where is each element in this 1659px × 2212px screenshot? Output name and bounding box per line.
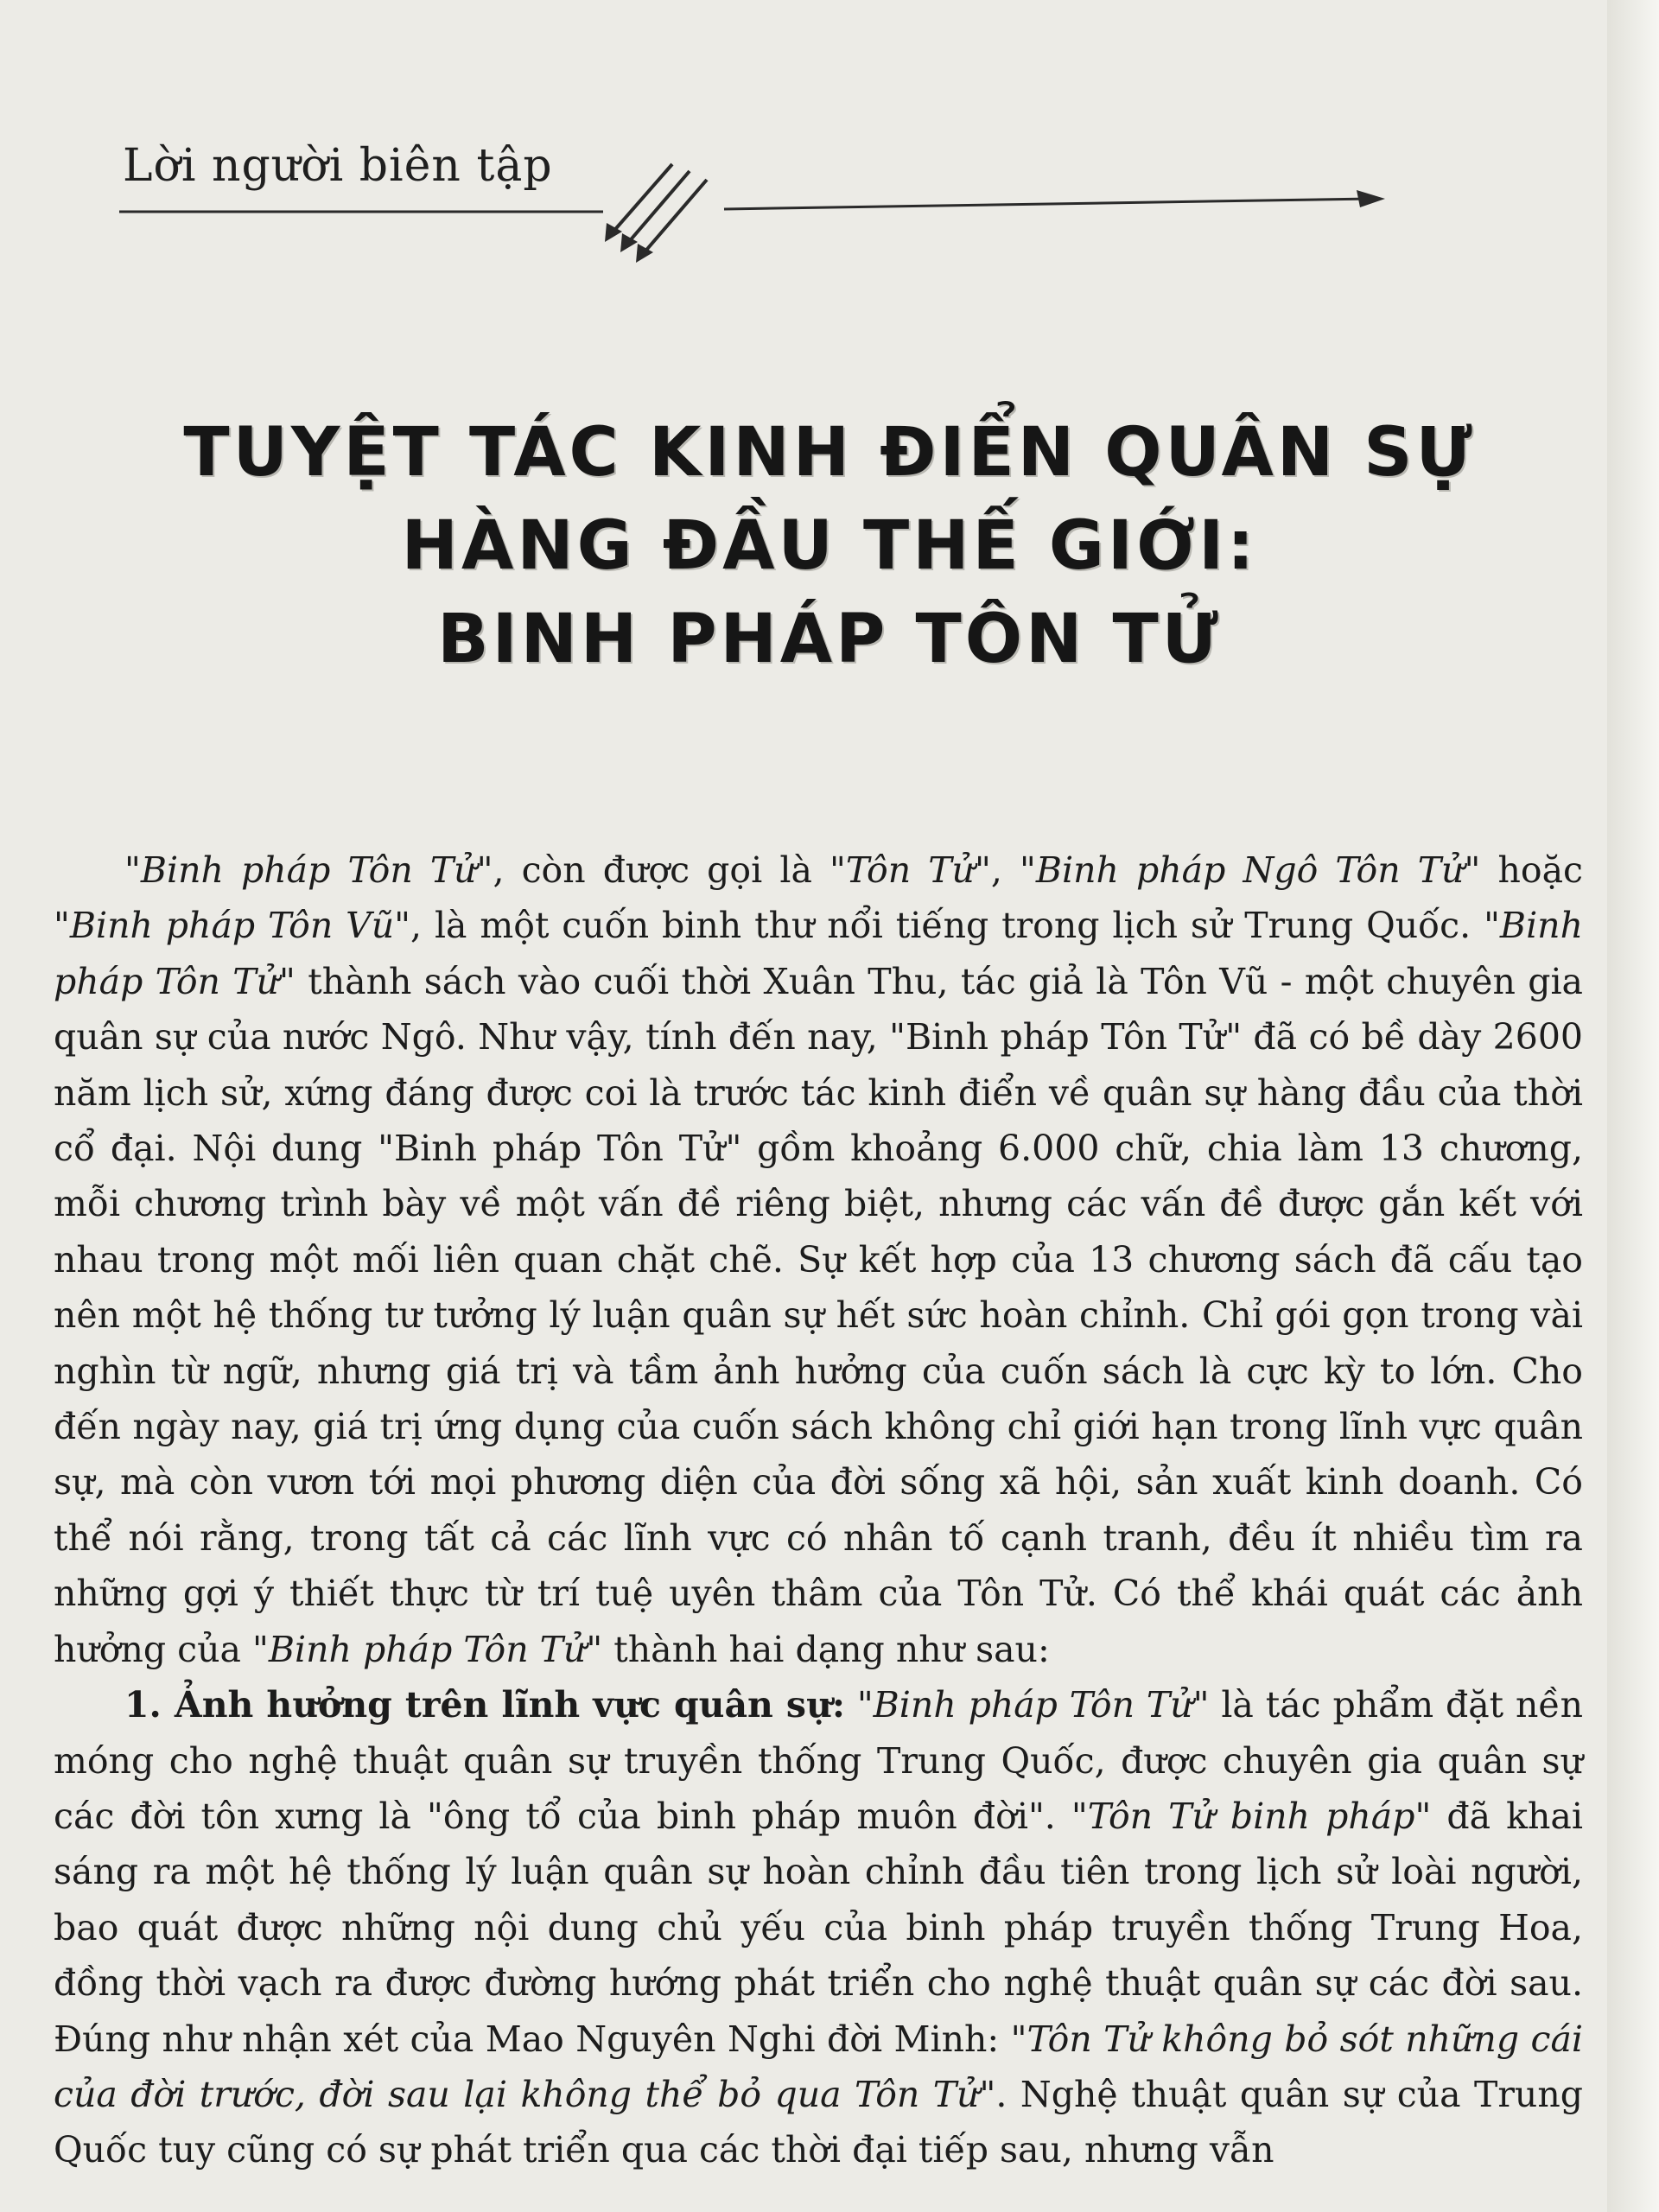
text-run: là tác phẩm đặt nền móng cho nghệ thuật quân sự truyền thống Trung Quốc, được chuyên gia quân sự các đời tôn xưng là "ông tổ của binh pháp muôn đời". [54, 1684, 1583, 1837]
italic-book-title: "Tôn Tử binh pháp" [1071, 1795, 1432, 1837]
title-line-3: BINH PHÁP TÔN TỬ [437, 601, 1222, 678]
paragraph-intro [54, 842, 1583, 1677]
paragraph-military-influence [54, 1677, 1583, 2178]
italic-book-title: "Binh pháp Tôn Tử" [124, 849, 493, 891]
text-run: , còn được gọi là [493, 849, 830, 891]
title-line-1: TUYỆT TÁC KINH ĐIỂN QUÂN SỰ [183, 414, 1476, 492]
italic-book-title: "Binh pháp Tôn Tử" [844, 1684, 1210, 1726]
numbered-heading: 1. Ảnh hưởng trên lĩnh vực quân sự: [124, 1684, 845, 1726]
title-line-2: HÀNG ĐẦU THẾ GIỚI: [401, 507, 1258, 585]
page-title [0, 406, 1659, 686]
text-run: thành sách vào cuối thời Xuân Thu, tác giả là Tôn Vũ - một chuyên gia quân sự của nước Ngô. Như vậy, tính đến nay, "Binh pháp Tôn Tử" đã có bề dày 2600 năm lịch sử, xứng đáng được coi là trước tác kinh điển về quân sự hàng đầu của thời cổ đại. Nội dung "Binh pháp Tôn Tử" gồm khoảng 6.000 chữ, chia làm 13 chương, mỗi chương trình bày về một vấn đề riêng biệt, nhưng các vấn đề được gắn kết với nhau trong một mối liên quan chặt chẽ. Sự kết hợp của 13 chương sách đã cấu tạo nên một hệ thống tư tưởng lý luận quân sự hết sức hoàn chỉnh. Chỉ gói gọn trong vài nghìn từ ngữ, nhưng giá trị và tầm ảnh hưởng của cuốn sách là cực kỳ to lớn. Cho đến ngày nay, giá trị ứng dụng của cuốn sách không chỉ giới hạn trong lĩnh vực quân sự, mà còn vươn tới mọi phương diện của đời sống xã hội, sản xuất kinh doanh. Có thể nói rằng, trong tất cả các lĩnh vực có nhân tố cạnh tranh, đều ít nhiều tìm ra những gợi ý thiết thực từ trí tuệ uyên thâm của Tôn Tử. Có thể khái quát các ảnh hưởng của [54, 960, 1583, 1670]
italic-book-title: "Binh pháp Ngô Tôn Tử" [1020, 849, 1481, 891]
section-header [119, 130, 1398, 285]
section-label: Lời người biên tập [123, 140, 553, 192]
italic-quote: "Tôn Tử không bỏ sót những cái của đời trước, đời sau lại không thể bỏ qua Tôn Tử" [54, 2018, 1583, 2115]
text-run: thành hai dạng như sau: [602, 1628, 1050, 1670]
italic-book-title: "Binh pháp Tôn Tử" [54, 905, 1583, 1002]
italic-book-title: "Tôn Tử" [830, 849, 991, 891]
page-edge-shadow [1607, 0, 1659, 2212]
text-run: đã khai sáng ra một hệ thống lý luận quân sự hoàn chỉnh đầu tiên trong lịch sử loài người, bao quát được những nội dung chủ yếu của binh pháp truyền thống Trung Hoa, đồng thời vạch ra được đường hướng phát triển cho nghệ thuật quân sự các đời sau. Đúng như nhận xét của Mao Nguyên Nghi đời Minh: [54, 1795, 1583, 2060]
text-run: , [990, 849, 1020, 891]
text-run: hoặc [1480, 849, 1583, 891]
italic-book-title: "Binh pháp Tôn Tử" [252, 1628, 603, 1670]
text-run: . Nghệ thuật quân sự của Trung Quốc tuy cũng có sự phát triển qua các thời đại tiếp sau, nhưng vẫn [54, 2073, 1583, 2171]
body-text [54, 842, 1583, 2178]
italic-book-title: "Binh pháp Tôn Vũ" [54, 905, 411, 947]
text-run: , là một cuốn binh thư nổi tiếng trong lịch sử Trung Quốc. [410, 905, 1484, 947]
